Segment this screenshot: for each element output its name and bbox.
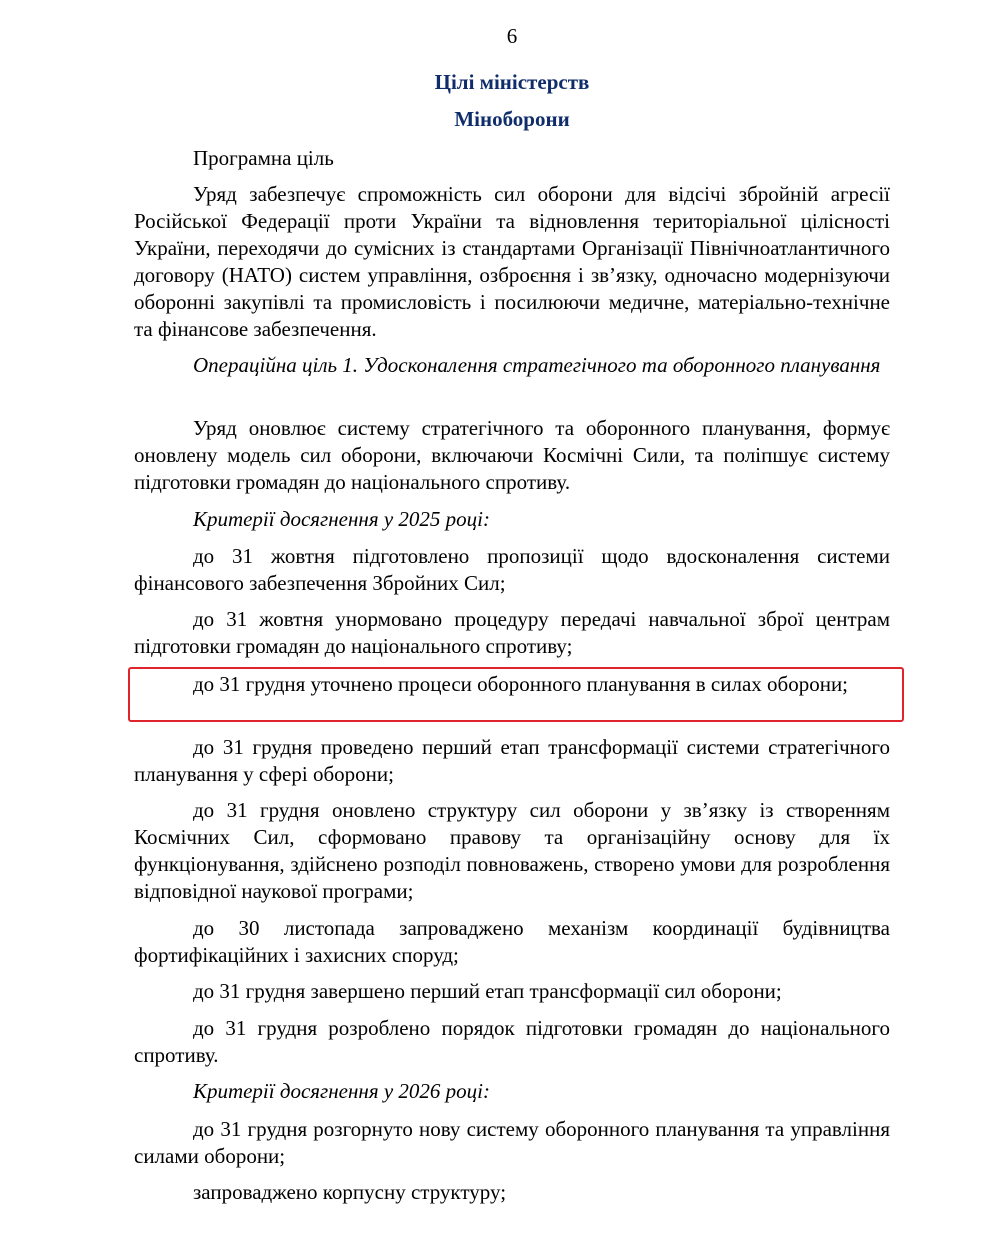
criteria-2025-item	[134, 1015, 890, 1069]
ministry-title: Міноборони	[454, 107, 570, 131]
criteria-2025-item-text: до 31 грудня оновлено структуру сил оборони у зв’язку із створенням Космічних Сил, сформовано правову та організаційну основу для їх функціонування, здійснено розподіл повноважень, створено умови для розроблення відповідної наукової програми;	[134, 798, 890, 903]
criteria-2026-item-text: до 31 грудня розгорнуто нову систему оборонного планування та управління силами оборони;	[134, 1117, 890, 1168]
criteria-2025-item-text: до 30 листопада запроваджено механізм координації будівництва фортифікаційних і захисних споруд;	[134, 916, 890, 967]
program-goal-label-text: Програмна ціль	[193, 146, 334, 170]
operational-goal-1-heading	[134, 352, 890, 379]
criteria-2025-item	[134, 978, 890, 1005]
criteria-2026-item	[134, 1116, 890, 1170]
criteria-2025-item-text: до 31 грудня проведено перший етап трансформації системи стратегічного планування у сфері оборони;	[134, 735, 890, 786]
program-goal-text: Уряд забезпечує спроможність сил оборони для відсічі збройній агресії Російської Федерації проти України та відновлення територіальної цілісності України, переходячи до сумісних із стандартами Організації Північноатлантичного договору (НАТО) систем управління, озброєння і зв’язку, одночасно модернізуючи оборонні закупівлі та промисловість і посилюючи медичне, матеріально-технічне та фінансове забезпечення.	[134, 182, 890, 341]
criteria-2025-item	[134, 797, 890, 905]
operational-goal-1-description: Уряд оновлює систему стратегічного та оборонного планування, формує оновлену модель сил оборони, включаючи Космічні Сили, та поліпшує систему підготовки громадян до національного спротиву.	[134, 416, 890, 494]
program-goal-paragraph	[134, 181, 890, 343]
operational-goal-1-paragraph	[134, 415, 890, 496]
criteria-2025-item	[134, 543, 890, 597]
section-title: Цілі міністерств	[434, 70, 590, 94]
page-number: 6	[506, 24, 518, 48]
program-goal-label	[134, 145, 890, 172]
criteria-2025-item	[134, 606, 890, 660]
criteria-2026-label-text: Критерії досягнення у 2026 році:	[193, 1079, 490, 1103]
operational-goal-1-text: Операційна ціль 1. Удосконалення стратегічного та оборонного планування	[193, 353, 881, 377]
criteria-2025-item-text: до 31 жовтня унормовано процедуру передачі навчальної зброї центрам підготовки громадян до національного спротиву;	[134, 607, 890, 658]
criteria-2025-item-text: до 31 жовтня підготовлено пропозиції щодо вдосконалення системи фінансового забезпечення Збройних Сил;	[134, 544, 890, 595]
criteria-2025-item-text: до 31 грудня уточнено процеси оборонного планування в силах оборони;	[193, 672, 849, 696]
criteria-2025-item-text: до 31 грудня розроблено порядок підготовки громадян до національного спротиву.	[134, 1016, 890, 1067]
criteria-2025-item	[134, 734, 890, 788]
criteria-2026-item-text: запроваджено корпусну структуру;	[193, 1180, 507, 1204]
criteria-2025-item-text: до 31 грудня завершено перший етап трансформації сил оборони;	[193, 979, 782, 1003]
criteria-2026-label	[134, 1078, 890, 1105]
criteria-2026-item	[134, 1179, 890, 1206]
criteria-2025-item-highlighted	[134, 671, 890, 698]
criteria-2025-label	[134, 506, 890, 533]
criteria-2025-label-text: Критерії досягнення у 2025 році:	[193, 507, 490, 531]
criteria-2025-item	[134, 915, 890, 969]
